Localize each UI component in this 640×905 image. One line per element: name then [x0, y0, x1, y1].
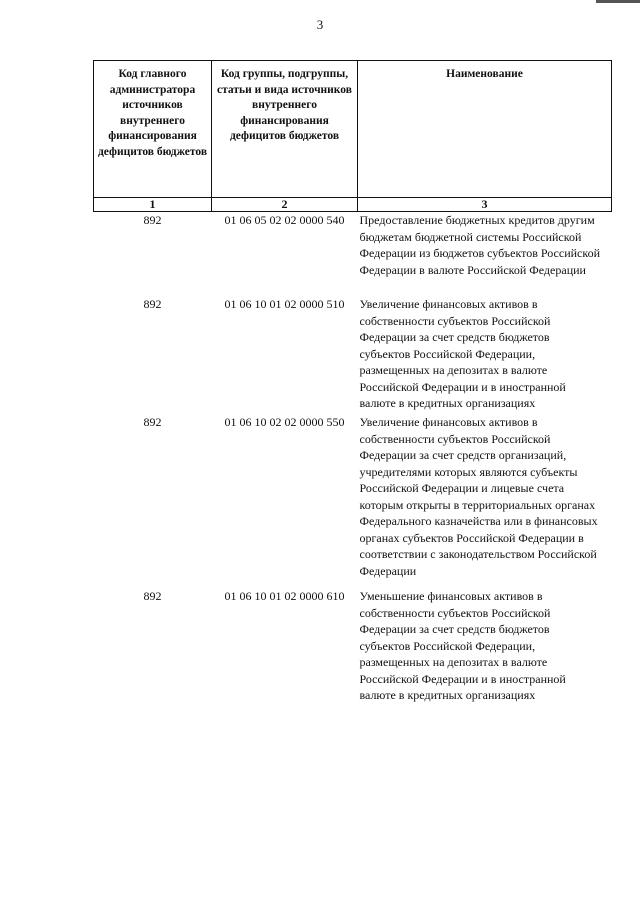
source-name-cell: Предоставление бюджетных кредитов другим бюджетам бюджетной системы Российской Федерации из бюджетов субъектов Российской Федерации в валюте Российской Федерации: [359, 213, 601, 277]
table-row: [94, 212, 612, 297]
header-name: Наименование: [358, 61, 612, 198]
column-number-3: 3: [358, 198, 612, 212]
source-code-cell: 01 06 10 01 02 0000 510: [224, 297, 345, 311]
header-admin-code: Код главного администратора источников внутреннего финансирования дефицитов бюджетов: [94, 61, 212, 198]
source-name-cell: Увеличение финансовых активов в собственности субъектов Российской Федерации за счет средств организаций, учредителями которых являются субъекты Российской Федерации и лицевые счета которым открыты в территориальных органах Федерального казначейства или в финансовых органах субъектов Российской Федерации в соответствии с законодательством Российской Федерации: [359, 415, 598, 578]
column-number-2: 2: [212, 198, 358, 212]
header-source-code: Код группы, подгруппы, статьи и вида источников внутреннего финансирования дефицитов бюджетов: [212, 61, 358, 198]
table-header-row: [94, 61, 612, 198]
budget-sources-table: [93, 60, 612, 718]
source-code-cell: 01 06 10 02 02 0000 550: [224, 415, 345, 429]
admin-code-cell: 892: [143, 415, 162, 429]
source-code-cell: 01 06 10 01 02 0000 610: [224, 589, 345, 603]
column-number-row: [94, 198, 612, 212]
table-row: [94, 414, 612, 588]
page-number: 3: [316, 17, 324, 32]
admin-code-cell: 892: [143, 297, 162, 311]
admin-code-cell: 892: [143, 213, 162, 227]
source-name-cell: Уменьшение финансовых активов в собственности субъектов Российской Федерации за счет средств бюджетов субъектов Российской Федерации, размещенных на депозитах в валюте Российской Федерации и в иностранной валюте в кредитных организациях: [359, 589, 566, 702]
table-row: [94, 296, 612, 414]
source-code-cell: 01 06 05 02 02 0000 540: [224, 213, 345, 227]
admin-code-cell: 892: [143, 589, 162, 603]
table-row: [94, 588, 612, 718]
scan-corner-mark: [596, 0, 640, 3]
source-name-cell: Увеличение финансовых активов в собственности субъектов Российской Федерации за счет средств бюджетов субъектов Российской Федерации, размещенных на депозитах в валюте Российской Федерации и в иностранной валюте в кредитных организациях: [359, 297, 566, 410]
column-number-1: 1: [94, 198, 212, 212]
